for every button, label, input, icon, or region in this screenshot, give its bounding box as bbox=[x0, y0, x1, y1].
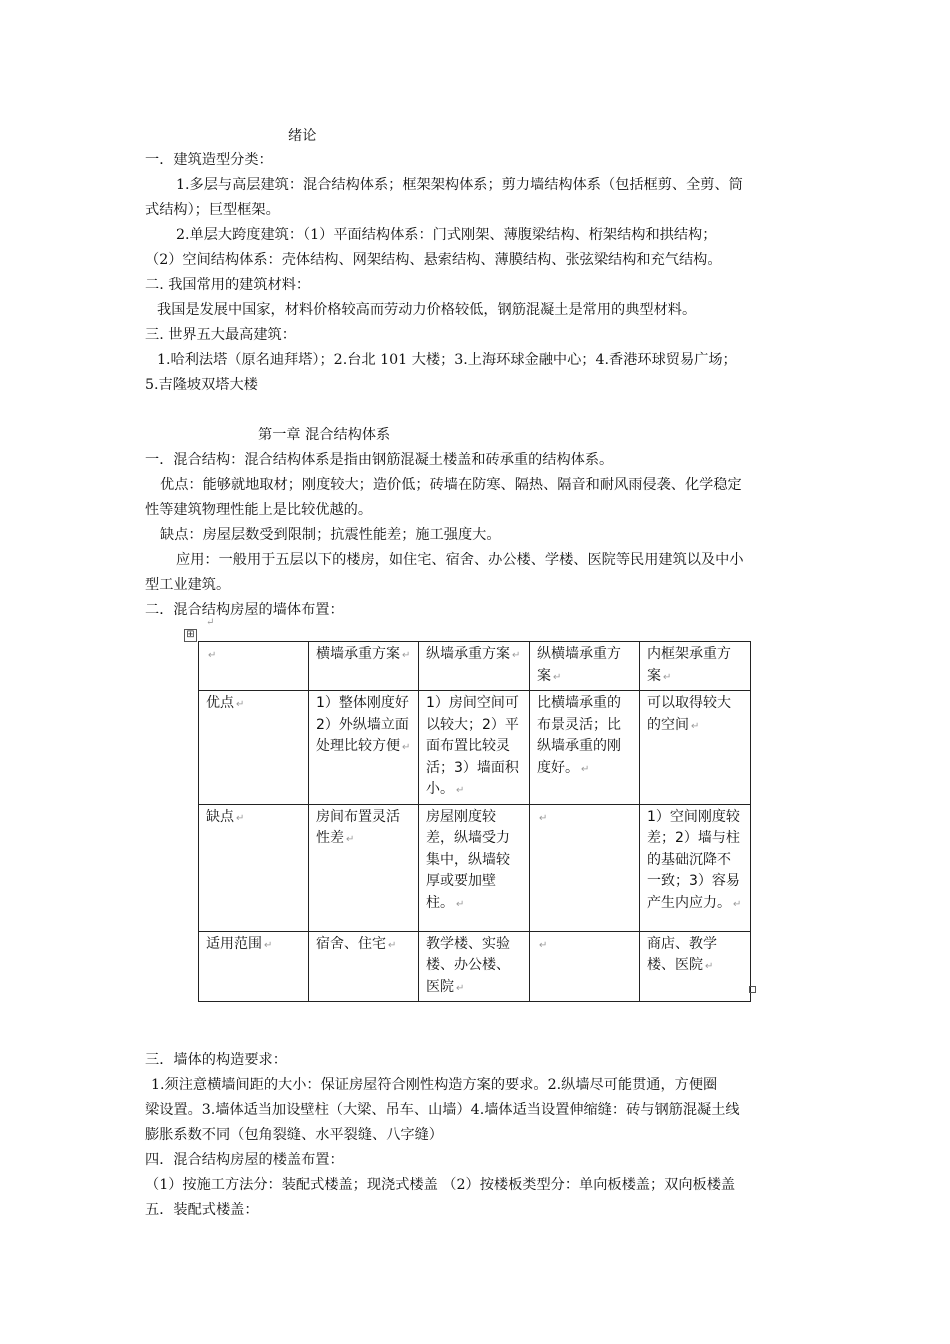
ch1-s4-paragraph: （1）按施工方法分：装配式楼盖；现浇式楼盖 （2）按楼板类型分：单向板楼盖；双向板楼盖 bbox=[145, 1177, 736, 1193]
intro-section2-heading: 二. 我国常用的建筑材料： bbox=[145, 277, 311, 293]
paragraph-mark-icon: ↵ bbox=[206, 617, 215, 628]
table-row-disadvantages bbox=[199, 804, 751, 931]
intro-s1-p2-line1: 2.单层大跨度建筑：（1）平面结构体系：门式刚架、薄腹梁结构、桁架结构和拱结构； bbox=[176, 227, 717, 243]
table-resize-handle[interactable] bbox=[749, 986, 756, 993]
intro-s1-p1-line2: 式结构）；巨型框架。 bbox=[145, 202, 280, 218]
table-header-cell: 纵墙承重方案 ↵ bbox=[419, 642, 530, 691]
table-row-applicable-scope bbox=[199, 931, 751, 1002]
table-header-cell: 内框架承重方案 ↵ bbox=[640, 642, 751, 691]
intro-s3-line1: 1.哈利法塔（原名迪拜塔）；2.台北 101 大楼；3.上海环球金融中心；4.香港环球贸易广场； bbox=[157, 352, 737, 368]
list-item: 2）外纵墙立面处理比较方便 ↵ bbox=[316, 716, 411, 754]
intro-s1-p1-line1: 1.多层与高层建筑：混合结构体系；框架架构体系；剪力墙结构体系（包括框剪、全剪、筒 bbox=[176, 177, 743, 193]
ch1-s3-line2: 梁设置。3.墙体适当加设壁柱（大梁、吊车、山墙）4.墙体适当设置伸缩缝：砖与钢筋混凝土线 bbox=[145, 1102, 740, 1118]
table-header-cell: ↵ bbox=[199, 642, 309, 691]
ch1-application-line1: 应用：一般用于五层以下的楼房，如住宅、宿舍、办公楼、学楼、医院等民用建筑以及中小 bbox=[176, 552, 744, 568]
intro-title: 绪论 bbox=[288, 128, 317, 144]
ch1-section5-heading: 五．装配式楼盖： bbox=[145, 1202, 259, 1218]
ch1-section3-heading: 三．墙体的构造要求： bbox=[145, 1052, 287, 1068]
table-cell: 可以取得较大的空间 ↵ bbox=[640, 691, 751, 805]
table-cell: 房屋刚度较差，纵墙受力集中，纵墙较厚或要加壁柱。 ↵ bbox=[419, 804, 530, 931]
table-cell: 房间布置灵活性差 ↵ bbox=[309, 804, 419, 931]
table-cell: 商店、教学楼、医院 ↵ bbox=[640, 931, 751, 1002]
table-row-label: 优点 ↵ bbox=[199, 691, 309, 805]
table-cell bbox=[309, 691, 419, 805]
intro-s1-p2-line2: （2）空间结构体系：壳体结构、网架结构、悬索结构、薄膜结构、张弦梁结构和充气结构。 bbox=[145, 252, 722, 268]
table-header-cell: 横墙承重方案 ↵ bbox=[309, 642, 419, 691]
table-row-label: 缺点 ↵ bbox=[199, 804, 309, 931]
intro-section1-heading: 一．建筑造型分类： bbox=[145, 152, 273, 168]
ch1-section4-heading: 四．混合结构房屋的楼盖布置： bbox=[145, 1152, 344, 1168]
table-cell: 1）房间空间可以较大；2）平面布置比较灵活；3）墙面积小。 ↵ bbox=[419, 691, 530, 805]
table-row-advantages bbox=[199, 691, 751, 805]
table-cell: 1）空间刚度较差；2）墙与柱的基础沉降不一致；3）容易产生内应力。 ↵ bbox=[640, 804, 751, 931]
ch1-section1-heading: 一．混合结构：混合结构体系是指由钢筋混凝土楼盖和砖承重的结构体系。 bbox=[145, 452, 614, 468]
ch1-s3-line1: 1.须注意横墙间距的大小：保证房屋符合刚性构造方案的要求。2.纵墙尽可能贯通，方便圈 bbox=[151, 1077, 718, 1093]
table-header-row bbox=[199, 642, 751, 691]
ch1-advantages-line1: 优点：能够就地取材；刚度较大；造价低；砖墙在防寒、隔热、隔音和耐风雨侵袭、化学稳定 bbox=[160, 477, 742, 493]
table-cell: 比横墙承重的布景灵活；比纵墙承重的刚度好。 ↵ bbox=[530, 691, 640, 805]
ch1-section2-heading: 二．混合结构房屋的墙体布置： bbox=[145, 602, 344, 618]
table-cell: ↵ bbox=[530, 931, 640, 1002]
table-header-cell: 纵横墙承重方案 ↵ bbox=[530, 642, 640, 691]
table-cell: ↵ bbox=[530, 804, 640, 931]
intro-s2-paragraph: 我国是发展中国家，材料价格较高而劳动力价格较低，钢筋混凝土是常用的典型材料。 bbox=[157, 302, 697, 318]
ch1-advantages-line2: 性等建筑物理性能上是比较优越的。 bbox=[145, 502, 373, 518]
table-cell: 教学楼、实验楼、办公楼、医院 ↵ bbox=[419, 931, 530, 1002]
wall-layout-table bbox=[198, 641, 750, 1002]
list-item: 1）整体刚度好 bbox=[316, 695, 409, 711]
ch1-application-line2: 型工业建筑。 bbox=[145, 577, 231, 593]
intro-s3-line2: 5.吉隆坡双塔大楼 bbox=[145, 377, 258, 393]
table-move-handle-icon[interactable]: ⊞ bbox=[184, 629, 197, 642]
ch1-disadvantages: 缺点：房屋层数受到限制；抗震性能差；施工强度大。 bbox=[160, 527, 501, 543]
ch1-s3-line3: 膨胀系数不同（包角裂缝、水平裂缝、八字缝） bbox=[145, 1127, 443, 1143]
table-cell: 宿舍、住宅 ↵ bbox=[309, 931, 419, 1002]
table-row-label: 适用范围 ↵ bbox=[199, 931, 309, 1002]
intro-section3-heading: 三. 世界五大最高建筑： bbox=[145, 327, 296, 343]
chapter1-title: 第一章 混合结构体系 bbox=[258, 427, 391, 443]
